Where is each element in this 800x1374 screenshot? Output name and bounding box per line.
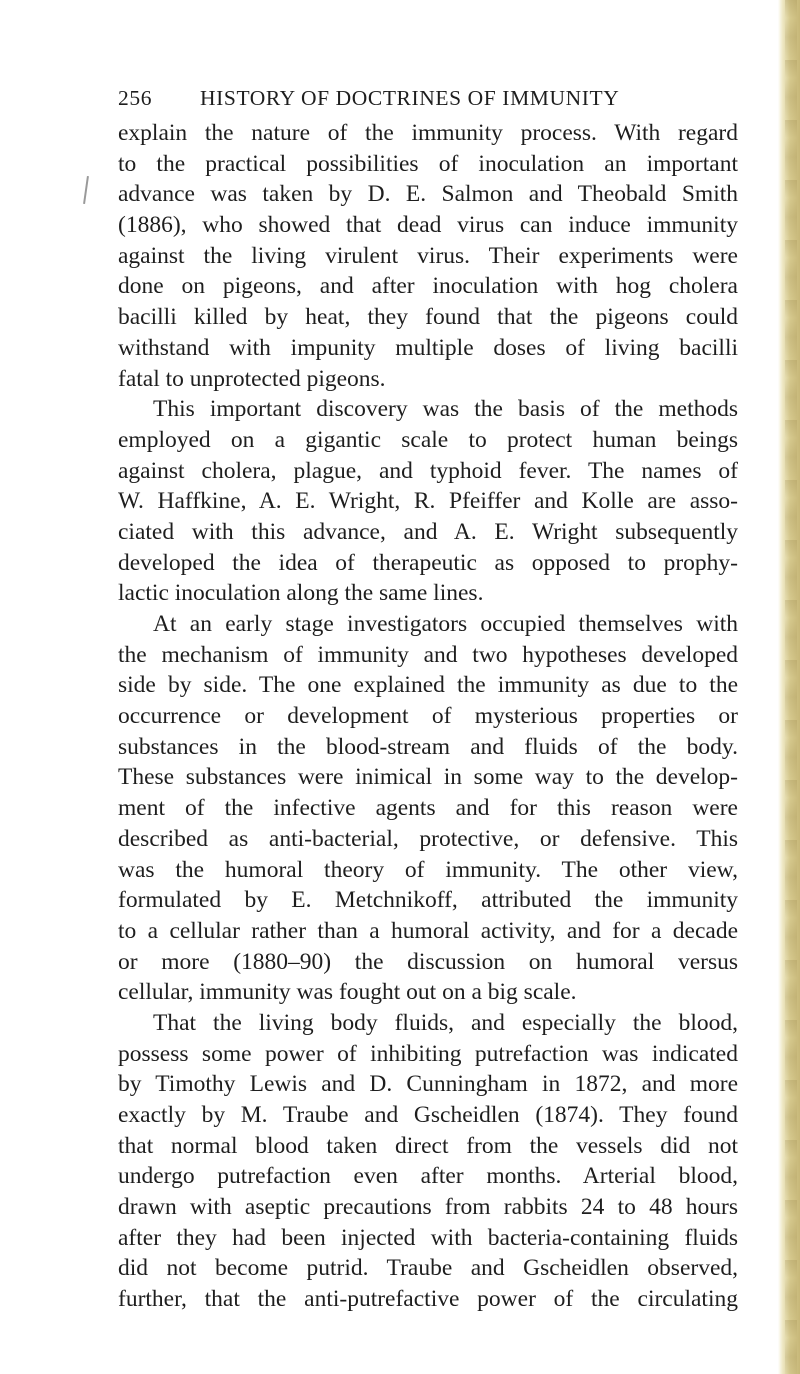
text-line: was the humoral theory of immunity. The other view,: [118, 856, 738, 883]
text-line: ment of the infective agents and for this reason were: [118, 795, 738, 822]
text-line: to the practical possibilities of inoculation an important: [118, 150, 738, 177]
text-line: withstand with impunity multiple doses of living bacilli: [118, 334, 738, 361]
text-line: This important discovery was the basis of the methods: [153, 396, 738, 423]
text-line: substances in the blood-stream and fluids of the body.: [118, 733, 738, 760]
text-line: bacilli killed by heat, they found that the pigeons could: [118, 304, 738, 331]
text-line: lactic inoculation along the same lines.: [118, 580, 484, 607]
text-line: after they had been injected with bacteria-containing fluids: [118, 1224, 738, 1251]
text-line: W. Haffkine, A. E. Wright, R. Pfeiffer and Kolle are asso-: [118, 488, 738, 515]
text-line: by Timothy Lewis and D. Cunningham in 1872, and more: [118, 1071, 738, 1098]
text-line: (1886), who showed that dead virus can induce immunity: [118, 212, 738, 239]
text-line: done on pigeons, and after inoculation with hog cholera: [118, 273, 738, 300]
text-line: exactly by M. Traube and Gscheidlen (1874). They found: [118, 1102, 738, 1128]
text-line: against the living virulent virus. Their experiments were: [118, 242, 738, 269]
text-line: that normal blood taken direct from the vessels did not: [118, 1132, 738, 1159]
text-line: formulated by E. Metchnikoff, attributed the immunity: [118, 887, 738, 914]
text-line: undergo putrefaction even after months. Arterial blood,: [118, 1163, 738, 1190]
text-line: side by side. The one explained the immunity as due to the: [118, 672, 738, 699]
running-head: HISTORY OF DOCTRINES OF IMMUNITY: [200, 86, 620, 110]
text-line: That the living body fluids, and especially the blood,: [153, 1009, 738, 1036]
text-line: further, that the anti-putrefactive power of the circulating: [118, 1286, 738, 1313]
text-line: possess some power of inhibiting putrefaction was indicated: [118, 1040, 738, 1067]
margin-mark: [83, 176, 89, 204]
text-line: against cholera, plague, and typhoid fever. The names of: [118, 457, 738, 484]
text-line: or more (1880–90) the discussion on humoral versus: [118, 948, 738, 975]
text-line: cellular, immunity was fought out on a big scale.: [118, 979, 577, 1006]
text-line: developed the idea of therapeutic as opposed to prophy-: [118, 549, 738, 576]
text-line: advance was taken by D. E. Salmon and Theobald Smith: [118, 181, 738, 208]
text-line: These substances were inimical in some way to the develop-: [118, 764, 738, 791]
text-line: drawn with aseptic precautions from rabbits 24 to 48 hours: [118, 1194, 738, 1221]
text-line: occurrence or development of mysterious properties or: [118, 703, 738, 730]
page-header: [118, 86, 738, 114]
page-number: 256: [118, 86, 153, 110]
text-line: fatal to unprotected pigeons.: [118, 365, 386, 392]
text-line: ciated with this advance, and A. E. Wright subsequently: [118, 518, 738, 545]
text-line: the mechanism of immunity and two hypotheses developed: [118, 641, 738, 668]
text-line: did not become putrid. Traube and Gscheidlen observed,: [118, 1255, 738, 1282]
page-edge-stains: [785, 0, 797, 1374]
text-line: At an early stage investigators occupied themselves with: [153, 611, 738, 637]
text-line: explain the nature of the immunity process. With regard: [118, 120, 738, 146]
text-line: employed on a gigantic scale to protect human beings: [118, 426, 738, 453]
text-line: described as anti-bacterial, protective, or defensive. This: [118, 825, 738, 852]
body-text: [118, 118, 738, 1315]
text-line: to a cellular rather than a humoral activity, and for a decade: [118, 917, 738, 944]
